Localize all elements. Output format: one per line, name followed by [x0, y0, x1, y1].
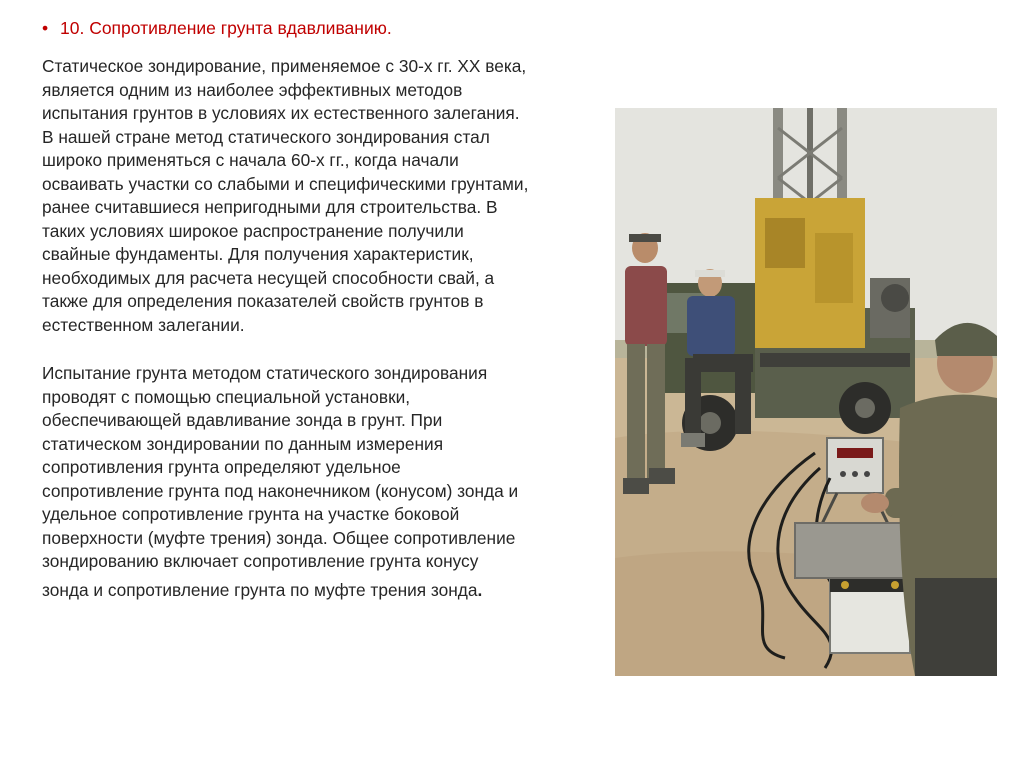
slide-heading	[42, 18, 392, 39]
equipment-case	[795, 523, 905, 578]
paragraph-line: Статическое зондирование, применяемое с 30-х гг. XX века,	[42, 56, 527, 76]
paragraph-last-period: .	[477, 579, 483, 600]
paragraph-line: сопротивление грунта под наконечником (конусом) зонда и	[42, 480, 519, 501]
heading-text: 10. Сопротивление грунта вдавливанию.	[60, 18, 392, 38]
paragraph-line: свайные фундаменты. Для получения характеристик,	[42, 244, 474, 264]
paragraph-line: Испытание грунта методом статического зондирования	[42, 363, 488, 383]
paragraph-line: естественном залегании.	[42, 314, 245, 335]
paragraph-line: широко применяться с начала 60-х гг., когда начали	[42, 150, 459, 170]
paragraph-line: испытания грунтов в условиях их естественного залегания.	[42, 103, 520, 123]
field-photo	[615, 108, 997, 676]
paragraph-line: является одним из наиболее эффективных методов	[42, 79, 463, 100]
paragraph-line: таких условиях широкое распространение получили	[42, 220, 464, 241]
paragraph-line: обеспечивающей вдавливание зонда в грунт. При	[42, 410, 443, 430]
paragraph-line: зондированию включает сопротивление грунта конусу	[42, 551, 479, 571]
paragraph-line: проводят с помощью специальной установки,	[42, 386, 411, 407]
paragraph-line: удельное сопротивление грунта на участке боковой	[42, 504, 460, 524]
paragraph-intro	[42, 55, 612, 337]
paragraph-line: поверхности (муфте трения) зонда. Общее сопротивление	[42, 527, 516, 548]
battery	[830, 578, 910, 653]
paragraph-line: В нашей стране метод статического зондирования стал	[42, 126, 490, 147]
paragraph-line: ранее считавшиеся непригодными для строительства. В	[42, 197, 498, 217]
paragraph-method	[42, 362, 612, 602]
paragraph-last-line-text: зонда и сопротивление грунта по муфте трения зонда	[42, 579, 478, 600]
paragraph-line: осваивать участки со слабыми и специфическими грунтами,	[42, 173, 529, 194]
paragraph-line: необходимых для расчета несущей способности свай, а	[42, 267, 495, 288]
paragraph-line: также для определения показателей свойств грунтов в	[42, 291, 484, 311]
paragraph-last-line	[42, 579, 612, 603]
paragraph-line: сопротивления грунта определяют удельное	[42, 457, 401, 477]
paragraph-line: статическом зондировании по данным измерения	[42, 433, 444, 454]
field-photo-illustration	[615, 108, 997, 676]
heading-bullet: •	[42, 18, 49, 38]
